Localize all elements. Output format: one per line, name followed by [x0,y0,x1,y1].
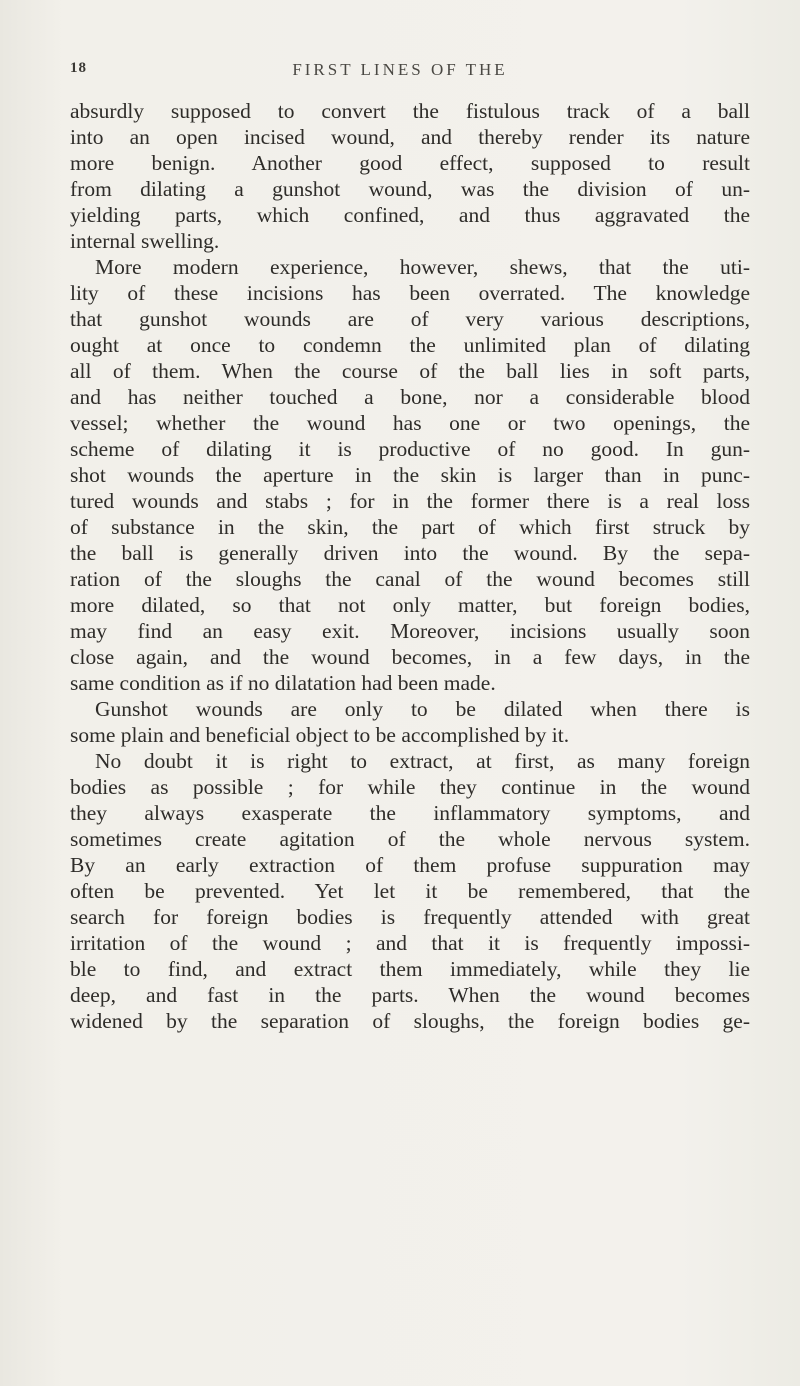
text-line: and has neither touched a bone, nor a considerable blood [70,385,750,409]
text-line: bodies as possible ; for while they continue in the wound [70,775,750,799]
text-line: internal swelling. [70,229,220,253]
running-head: FIRST LINES OF THE [292,60,508,79]
text-line: close again, and the wound becomes, in a few days, in the [70,645,750,669]
text-line: scheme of dilating it is productive of no good. In gun- [70,437,750,461]
text-line: absurdly supposed to convert the fistulous track of a ball [70,99,750,123]
text-line: widened by the separation of sloughs, the foreign bodies ge- [70,1009,750,1033]
text-line: into an open incised wound, and thereby render its nature [70,125,750,149]
text-line: that gunshot wounds are of very various descriptions, [70,307,750,331]
text-line: tured wounds and stabs ; for in the former there is a real loss [70,489,750,513]
text-line: No doubt it is right to extract, at first, as many foreign [95,749,750,773]
body-text [70,98,750,1034]
text-line: ration of the sloughs the canal of the wound becomes still [70,567,750,591]
text-line: more dilated, so that not only matter, but foreign bodies, [70,593,750,617]
text-line: shot wounds the aperture in the skin is larger than in punc- [70,463,750,487]
text-line: may find an easy exit. Moreover, incisions usually soon [70,619,750,643]
text-line: from dilating a gunshot wound, was the division of un- [70,177,750,201]
text-line: sometimes create agitation of the whole nervous system. [70,827,750,851]
text-line: More modern experience, however, shews, that the uti- [95,255,750,279]
text-line: often be prevented. Yet let it be remembered, that the [70,879,750,903]
text-line: vessel; whether the wound has one or two openings, the [70,411,750,435]
text-line: more benign. Another good effect, supposed to result [70,151,750,175]
text-line: yielding parts, which confined, and thus aggravated the [70,203,750,227]
text-line: the ball is generally driven into the wound. By the sepa- [70,541,750,565]
page-number: 18 [70,60,87,76]
text-line: lity of these incisions has been overrated. The knowledge [70,281,750,305]
text-line: search for foreign bodies is frequently attended with great [70,905,750,929]
text-line: all of them. When the course of the ball lies in soft parts, [70,359,750,383]
page-header [0,60,800,90]
text-line: Gunshot wounds are only to be dilated when there is [95,697,750,721]
text-line: they always exasperate the inflammatory symptoms, and [70,801,750,825]
text-line: By an early extraction of them profuse suppuration may [70,853,750,877]
text-line: some plain and beneficial object to be accomplished by it. [70,723,570,747]
text-line: of substance in the skin, the part of which first struck by [70,515,750,539]
text-line: same condition as if no dilatation had been made. [70,671,496,695]
text-line: ble to find, and extract them immediately, while they lie [70,957,750,981]
text-line: deep, and fast in the parts. When the wound becomes [70,983,750,1007]
text-line: irritation of the wound ; and that it is frequently impossi- [70,931,750,955]
text-line: ought at once to condemn the unlimited plan of dilating [70,333,750,357]
